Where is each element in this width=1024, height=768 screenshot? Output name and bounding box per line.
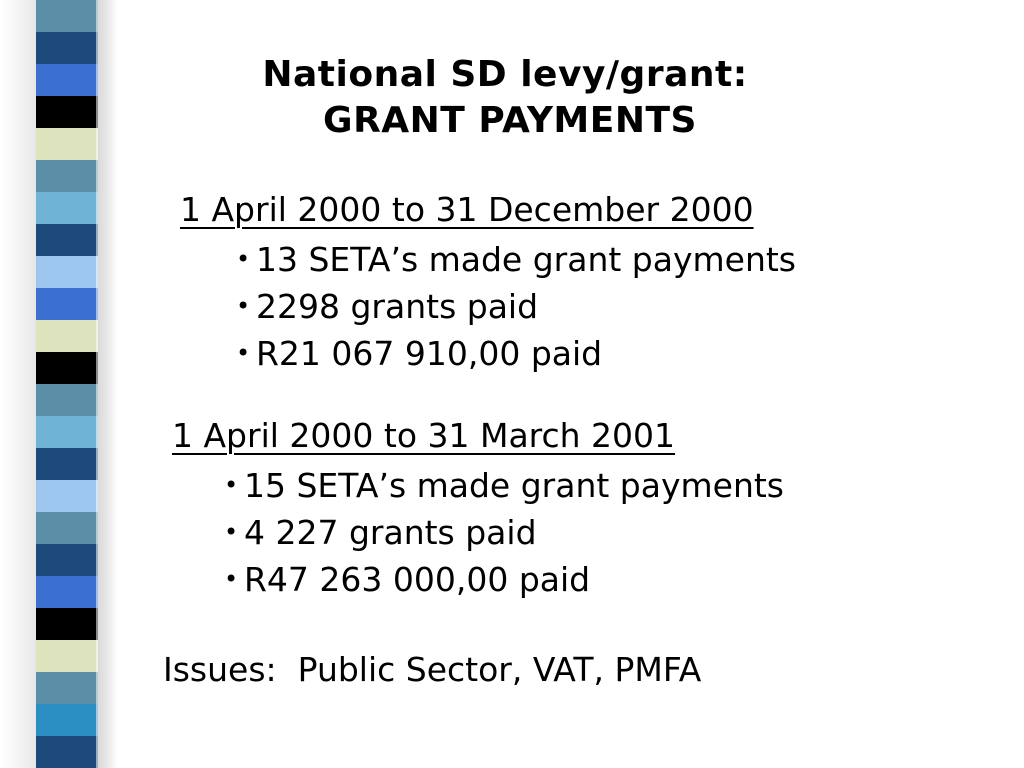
period-section-2000-dec <box>180 190 796 377</box>
strip-segment <box>36 736 98 768</box>
strip-segment <box>36 288 98 320</box>
strip-segment <box>36 672 98 704</box>
strip-segment <box>36 480 98 512</box>
list-item-text: R21 067 910,00 paid <box>256 334 603 373</box>
list-item <box>236 283 796 330</box>
list-item <box>236 330 796 377</box>
list-item <box>236 236 796 283</box>
strip-segment <box>36 192 98 224</box>
strip-segment <box>36 448 98 480</box>
strip-segment <box>36 32 98 64</box>
bullet-icon: • <box>236 339 251 367</box>
period-heading: 1 April 2000 to 31 December 2000 <box>180 190 754 229</box>
strip-segment <box>36 64 98 96</box>
list-item <box>224 556 784 603</box>
slide-title <box>160 52 860 144</box>
strip-segment <box>36 608 98 640</box>
strip-segment <box>36 352 98 384</box>
strip-segment <box>36 512 98 544</box>
issues-line: Issues: Public Sector, VAT, PMFA <box>163 650 702 689</box>
title-line-1: National SD levy/grant: <box>262 54 748 95</box>
strip-segment <box>36 640 98 672</box>
strip-segment <box>36 128 98 160</box>
strip-segment <box>36 704 98 736</box>
period-heading: 1 April 2000 to 31 March 2001 <box>172 416 676 455</box>
left-decorative-strip <box>36 0 98 768</box>
bullet-icon: • <box>236 245 251 273</box>
strip-segment <box>36 320 98 352</box>
list-item <box>224 462 784 509</box>
list-item-text: 15 SETA’s made grant payments <box>244 466 785 505</box>
strip-segment <box>36 576 98 608</box>
bullet-icon: • <box>224 565 239 593</box>
strip-highlight-edge <box>96 0 98 768</box>
strip-segment <box>36 160 98 192</box>
strip-segment <box>36 416 98 448</box>
strip-segment <box>36 256 98 288</box>
list-item-text: R47 263 000,00 paid <box>244 560 591 599</box>
list-item <box>224 509 784 556</box>
bullet-icon: • <box>224 518 239 546</box>
strip-segment <box>36 96 98 128</box>
bullet-icon: • <box>224 471 239 499</box>
list-item-text: 2298 grants paid <box>256 287 539 326</box>
strip-segment <box>36 224 98 256</box>
title-line-2: GRANT PAYMENTS <box>323 100 697 141</box>
strip-segment <box>36 0 98 32</box>
strip-segment <box>36 384 98 416</box>
bullet-list <box>236 236 796 377</box>
list-item-text: 4 227 grants paid <box>244 513 537 552</box>
bullet-icon: • <box>236 292 251 320</box>
list-item-text: 13 SETA’s made grant payments <box>256 240 797 279</box>
period-section-2001-mar <box>172 416 784 603</box>
bullet-list <box>224 462 784 603</box>
strip-segment <box>36 544 98 576</box>
